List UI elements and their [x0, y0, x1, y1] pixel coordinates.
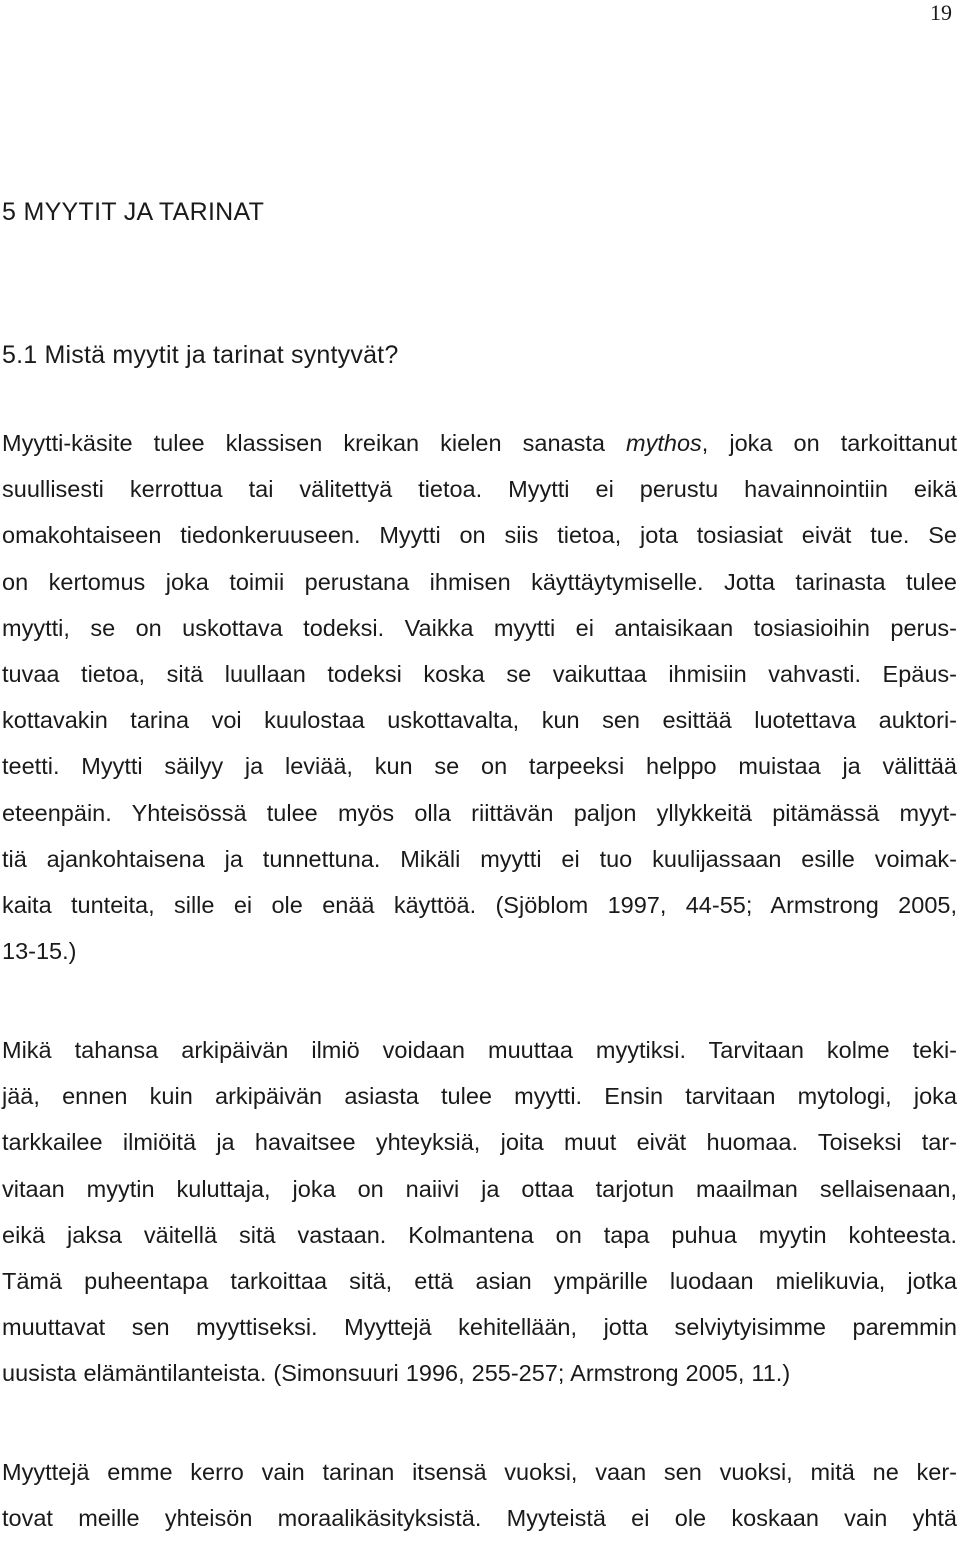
line-text: , joka on tarkoittanut [701, 430, 957, 456]
paragraph-line [2, 420, 957, 466]
paragraph-line: Tämä puheentapa tarkoittaa sitä, että asian ympärille luodaan mielikuvia, jotka [2, 1268, 957, 1295]
paragraph-line: jää, ennen kuin arkipäivän asiasta tulee myytti. Ensin tarvitaan mytologi, joka [2, 1083, 957, 1110]
chapter-heading: 5 MYYTIT JA TARINAT [2, 198, 265, 226]
paragraph-line: tarkkailee ilmiöitä ja havaitsee yhteyksiä, joita muut eivät huomaa. Toiseksi tar- [2, 1129, 957, 1156]
paragraph-line: muuttavat sen myyttiseksi. Myyttejä kehitellään, jotta selviytyisimme paremmin [2, 1314, 957, 1341]
paragraph-line: suullisesti kerrottua tai välitettyä tietoa. Myytti ei perustu havainnointiin eikä [2, 476, 957, 503]
paragraph-line: tiä ajankohtaisena ja tunnettuna. Mikäli myytti ei tuo kuulijassaan esille voimak- [2, 845, 957, 872]
page-number: 19 [930, 0, 952, 25]
paragraph-line: eteenpäin. Yhteisössä tulee myös olla riittävän paljon yllykkeitä pitämässä myyt- [2, 799, 957, 826]
paragraph-line: 13-15.) [2, 938, 77, 965]
paragraph-line: eikä jaksa väitellä sitä vastaan. Kolmantena on tapa puhua myytin kohteesta. [2, 1221, 957, 1248]
paragraph-myth-morals [2, 1449, 957, 1541]
paragraph-myth-makers [2, 1027, 957, 1397]
paragraph-line: kaita tunteita, sille ei ole enää käyttöä. (Sjöblom 1997, 44-55; Armstrong 2005, [2, 892, 957, 919]
paragraph-line: on kertomus joka toimii perustana ihmisen käyttäytymiselle. Jotta tarinasta tulee [2, 568, 957, 595]
paragraph-line: vitaan myytin kuluttaja, joka on naiivi ja ottaa tarjotun maailman sellaisenaan, [2, 1175, 957, 1202]
paragraph-line: myytti, se on uskottava todeksi. Vaikka myytti ei antaisikaan tosiasioihin perus- [2, 614, 957, 641]
emphasis-mythos: mythos [626, 430, 702, 456]
paragraph-myth-origin [2, 420, 957, 974]
section-heading: 5.1 Mistä myytit ja tarinat syntyvät? [2, 341, 399, 369]
paragraph-line: tovat meille yhteisön moraalikäsityksistä. Myyteistä ei ole koskaan vain yhtä [2, 1505, 957, 1532]
paragraph-line: Myyttejä emme kerro vain tarinan itsensä vuoksi, vaan sen vuoksi, mitä ne ker- [2, 1459, 957, 1485]
paragraph-line: kottavakin tarina voi kuulostaa uskottavalta, kun sen esittää luotettava auktori- [2, 707, 957, 734]
paragraph-line: omakohtaiseen tiedonkeruuseen. Myytti on siis tietoa, jota tosiasiat eivät tue. Se [2, 522, 957, 549]
paragraph-line: Mikä tahansa arkipäivän ilmiö voidaan muuttaa myytiksi. Tarvitaan kolme teki- [2, 1037, 957, 1063]
line-text: Myytti-käsite tulee klassisen kreikan kielen sanasta [2, 430, 627, 456]
paragraph-line: tuvaa tietoa, sitä luullaan todeksi koska se vaikuttaa ihmisiin vahvasti. Epäus- [2, 661, 957, 688]
paragraph-line: uusista elämäntilanteista. (Simonsuuri 1996, 255-257; Armstrong 2005, 11.) [2, 1360, 791, 1387]
paragraph-line: teetti. Myytti säilyy ja leviää, kun se on tarpeeksi helppo muistaa ja välittää [2, 753, 957, 780]
